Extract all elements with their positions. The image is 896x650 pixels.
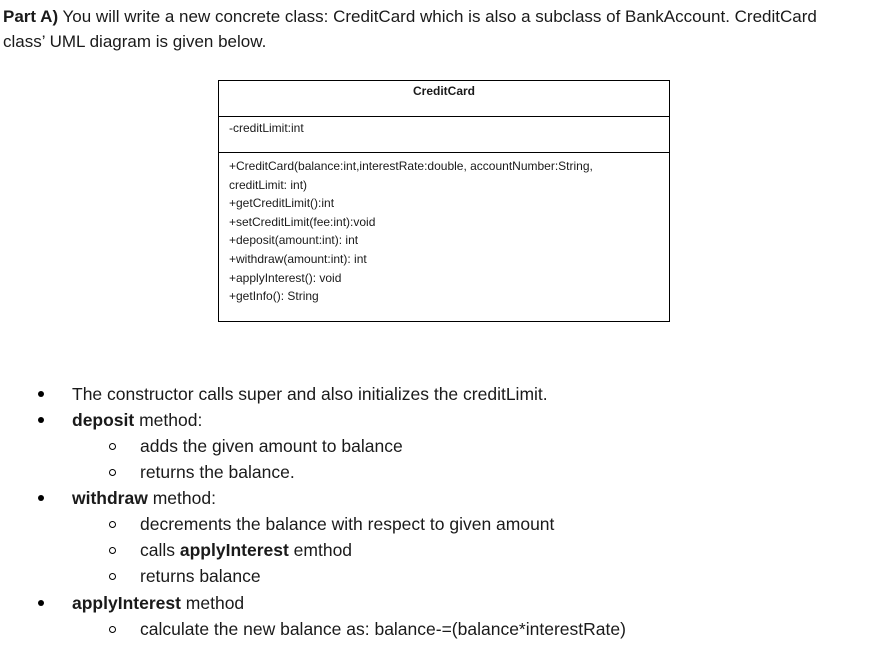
- bullet-dot: [38, 600, 44, 606]
- uml-methods: [219, 153, 669, 310]
- deposit-item: deposit method:: [72, 410, 203, 430]
- intro-line-2: class’ UML diagram is given below.: [3, 32, 267, 51]
- withdraw-sub-item: returns balance: [140, 566, 261, 586]
- withdraw-sub-item: decrements the balance with respect to given amount: [140, 514, 555, 534]
- sub-bullet-circle: [109, 547, 116, 554]
- deposit-sub-item: returns the balance.: [140, 462, 295, 482]
- sub-bullet-circle: [109, 573, 116, 580]
- withdraw-label: withdraw: [72, 488, 148, 508]
- sub-bullet-circle: [109, 626, 116, 633]
- uml-method: +CreditCard(balance:int,interestRate:double, accountNumber:String,: [229, 159, 593, 173]
- bullet-dot: [38, 391, 44, 397]
- deposit-sub-item: adds the given amount to balance: [140, 436, 403, 456]
- uml-method: creditLimit: int): [229, 177, 308, 192]
- uml-method: +setCreditLimit(fee:int):void: [229, 214, 376, 229]
- uml-method: +getInfo(): String: [229, 289, 319, 304]
- sub-bullet-circle: [109, 521, 116, 528]
- intro-line-1: You will write a new concrete class: CreditCard which is also a subclass of BankAccount. CreditCard: [58, 7, 817, 26]
- uml-attribute: -creditLimit:int: [229, 121, 304, 135]
- constructor-item: The constructor calls super and also initializes the creditLimit.: [72, 384, 548, 404]
- intro-paragraph: [3, 4, 893, 54]
- sub-bullet-circle: [109, 443, 116, 450]
- apply-interest-label: applyInterest: [72, 593, 181, 613]
- bullet-dot: [38, 495, 44, 501]
- withdraw-sub-item: calls applyInterest emthod: [140, 540, 353, 560]
- bullet-dot: [38, 417, 44, 423]
- uml-method: +getCreditLimit():int: [229, 196, 335, 211]
- uml-method: +deposit(amount:int): int: [229, 233, 359, 248]
- part-label: Part A): [3, 7, 59, 26]
- withdraw-item: withdraw method:: [72, 488, 216, 508]
- apply-interest-sub-item: calculate the new balance as: balance-=(balance*interestRate): [140, 619, 626, 639]
- apply-interest-item: applyInterest method: [72, 593, 245, 613]
- sub-bullet-circle: [109, 469, 116, 476]
- deposit-label: deposit: [72, 410, 135, 430]
- uml-class-name: CreditCard: [219, 81, 669, 117]
- uml-method: +applyInterest(): void: [229, 270, 342, 285]
- uml-attributes: [219, 117, 669, 153]
- uml-method: +withdraw(amount:int): int: [229, 251, 367, 266]
- uml-class-diagram: [218, 80, 670, 322]
